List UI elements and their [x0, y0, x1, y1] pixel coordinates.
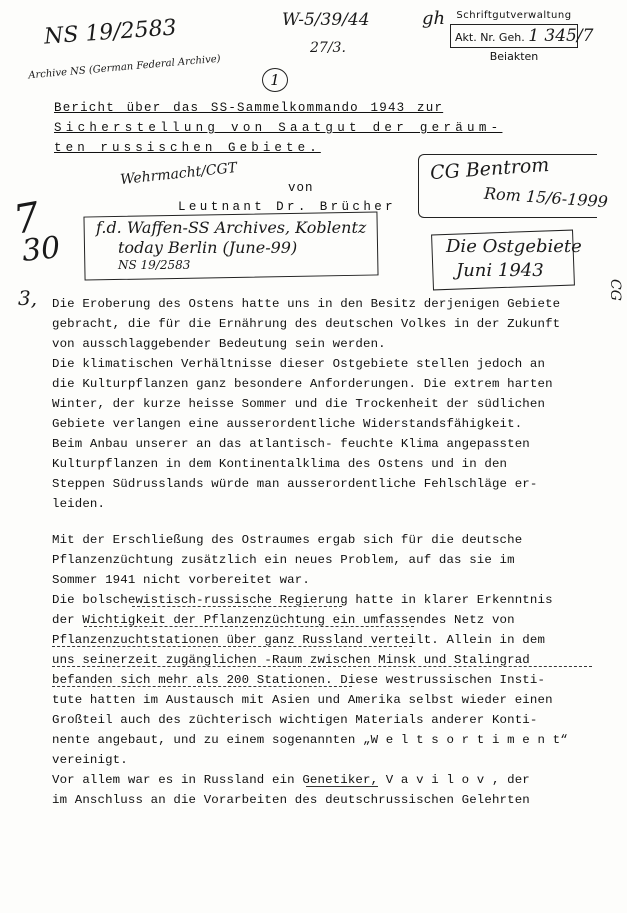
box-note-line1: f.d. Waffen-SS Archives, Koblentz — [96, 218, 367, 237]
box-note-line2: today Berlin (June-99) — [118, 238, 298, 257]
body-p1-line-9: Kulturpflanzen in dem Kontinentalklima des Ostens und in den — [52, 457, 508, 471]
initials-handwritten: gh — [422, 8, 446, 29]
body-p1-line-1: Die Eroberung des Ostens hatte uns in den Besitz derjenigen Gebiete — [52, 297, 561, 311]
body-p2-line-9: tute hatten im Austausch mit Asien und Amerika selbst wieder einen — [52, 693, 553, 707]
archive-note-handwritten: Archive NS (German Federal Archive) — [27, 53, 222, 82]
box-right-line2: Juni 1943 — [456, 260, 544, 281]
body-p1-line-8: Beim Anbau unserer an das atlantisch- feuchte Klima angepassten — [52, 437, 530, 451]
body-p2-line-1: Mit der Erschließung des Ostraumes ergab sich für die deutsche — [52, 533, 523, 547]
stamp-line3: Beiakten — [489, 50, 539, 63]
byline-von: von — [288, 181, 314, 195]
underline-mark — [52, 646, 412, 647]
body-p2-line-5: der Wichtigkeit der Pflanzenzüchtung ein umfassendes Netz von — [52, 613, 515, 627]
body-p1-line-11: leiden. — [52, 497, 106, 511]
body-p1-line-2: gebracht, die für die Ernährung des deutschen Volkes in der Zukunft — [52, 317, 561, 331]
title-line-1: Bericht über das SS-Sammelkommando 1943 zur — [54, 101, 444, 115]
wehrmacht-note-handwritten: Wehrmacht/CGT — [119, 159, 238, 189]
box-right-line1: Die Ostgebiete — [446, 236, 582, 257]
body-p2-line-10: Großteil auch des züchterisch wichtigen Materials anderer Konti- — [52, 713, 538, 727]
signature-date-handwritten: Rom 15/6-1999 — [483, 183, 609, 212]
underline-mark — [84, 626, 414, 627]
box-note-line3: NS 19/2583 — [118, 258, 191, 272]
body-p2-line-14: im Anschluss an die Vorarbeiten des deutschrussischen Gelehrten — [52, 793, 530, 807]
margin-mark-7: 7 — [10, 194, 44, 244]
body-p2-line-13: Vor allem war es in Russland ein Genetiker, V a v i l o v , der — [52, 773, 530, 787]
body-p2-line-8: befanden sich mehr als 200 Stationen. Diese westrussischen Insti- — [52, 673, 546, 687]
body-p1-line-3: von ausschlaggebender Bedeutung sein werden. — [52, 337, 386, 351]
body-p2-line-2: Pflanzenzüchtung zusätzlich ein neues Problem, auf das sie im — [52, 553, 515, 567]
archive-stamp — [450, 8, 594, 63]
body-p2-line-7: uns seinerzeit zugänglichen -Raum zwischen Minsk und Stalingrad — [52, 653, 530, 667]
file-code-handwritten: W-5/39/44 — [282, 10, 370, 30]
underline-mark — [52, 686, 352, 687]
body-p1-line-7: Gebiete verlangen eine ausserordentliche Widerstandsfähigkeit. — [52, 417, 523, 431]
margin-mark-right: CG — [606, 279, 623, 301]
date-handwritten: 27/3. — [310, 40, 346, 56]
body-p1-line-4: Die klimatischen Verhältnisse dieser Ostgebiete stellen jedoch an — [52, 357, 546, 371]
stamp-value: 1 345/7 — [528, 26, 594, 46]
underline-mark — [306, 786, 378, 787]
signature-handwritten: CG Bentrom — [429, 153, 550, 185]
margin-mark-3: 3, — [18, 286, 38, 310]
stamp-line2 — [450, 24, 594, 48]
underline-mark — [132, 606, 342, 607]
title-line-2: Sicherstellung von Saatgut der geräum- — [54, 121, 503, 135]
body-p1-line-10: Steppen Südrusslands würde man ausserordentliche Fehlschläge er- — [52, 477, 538, 491]
underline-mark — [52, 666, 592, 667]
body-p2-line-6: Pflanzenzuchtstationen über ganz Russland verteilt. Allein in dem — [52, 633, 546, 647]
body-p2-line-11: nente angebaut, und zu einem sogenannten „W e l t s o r t i m e n t“ — [52, 733, 568, 747]
stamp-label: Akt. Nr. Geh. — [455, 31, 525, 44]
circled-page-number: 1 — [262, 68, 288, 92]
body-p2-line-4: Die bolschewistisch-russische Regierung hatte in klarer Erkenntnis — [52, 593, 553, 607]
body-p1-line-5: die Kulturpflanzen ganz besondere Anforderungen. Die extrem harten — [52, 377, 553, 391]
body-p2-line-12: vereinigt. — [52, 753, 128, 767]
archive-number-handwritten: NS 19/2583 — [43, 15, 178, 50]
body-p2-line-3: Sommer 1941 nicht vorbereitet war. — [52, 573, 310, 587]
byline-author: Leutnant Dr. Brücher — [178, 200, 397, 214]
margin-mark-30: 30 — [20, 230, 62, 269]
stamp-line1: Schriftgutverwaltung — [456, 10, 572, 21]
title-line-3: ten russischen Gebiete. — [54, 141, 321, 155]
body-p1-line-6: Winter, der kurze heisse Sommer und die Trockenheit der südlichen — [52, 397, 546, 411]
